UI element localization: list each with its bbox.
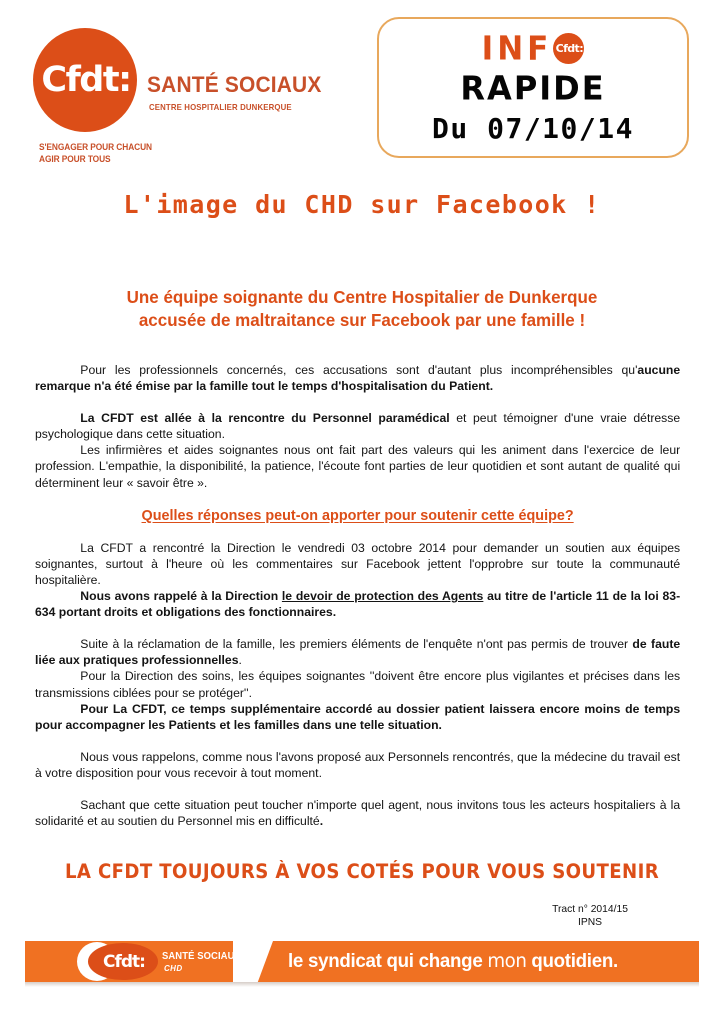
p2-text-b: et peut témoigner d'une vraie détresse psychologique dans cette situation. xyxy=(35,411,681,442)
tract-reference xyxy=(500,903,680,929)
p1-text-b: aucune remarque n'a été émise par la famille tout le temps d'hospitalisation du Patient. xyxy=(35,363,681,394)
cfdt-o-wordmark: Cfdt: xyxy=(555,42,584,55)
p10-text-b: . xyxy=(319,814,324,829)
tract-ipns: IPNS xyxy=(577,917,603,928)
paragraph-7: Pour la Direction des soins, les équipes soignantes ''doivent être encore plus vigilantes et précises dans les transmissions ciblées pour se protéger''. xyxy=(35,669,681,700)
paragraph-6 xyxy=(35,636,680,668)
tract-number: Tract n° 2014/15 xyxy=(552,904,628,915)
spacer xyxy=(35,491,680,508)
info-date-label: Du 07/10/14 xyxy=(432,112,634,145)
cfdt-wordmark: Cfdt: xyxy=(41,60,131,100)
footer-slogan xyxy=(288,950,618,973)
closing-slogan: LA CFDT TOUJOURS À VOS COTÉS POUR VOUS SOUTENIR xyxy=(64,860,660,883)
footer-chd-label: CHD xyxy=(164,964,183,973)
spacer xyxy=(35,781,680,797)
paragraph-10 xyxy=(35,797,680,829)
page-subtitle xyxy=(11,286,713,332)
info-rapide-label: RAPIDE xyxy=(460,68,606,108)
spacer xyxy=(35,733,680,749)
p8-text: Pour La CFDT, ce temps supplémentaire accordé au dossier patient laissera encore moins de temps pour accompagner les Patients et les familles dans une telle situation. xyxy=(35,701,681,732)
info-headline xyxy=(379,31,687,67)
logo-centre-hospitalier-label: CENTRE HOSPITALIER DUNKERQUE xyxy=(149,102,292,112)
info-rapide-box xyxy=(377,17,689,158)
paragraph-4: La CFDT a rencontré la Direction le vendredi 03 octobre 2014 pour demander un soutien aux équipes soignantes, surtout à l'heure où les commentaires sur Facebook jettent l'opprobre sur toute la communauté hospitalière. xyxy=(35,540,681,587)
paragraph-8 xyxy=(35,701,680,733)
section-heading: Quelles réponses peut-on apporter pour soutenir cette équipe? xyxy=(141,507,574,524)
spacer xyxy=(35,394,680,410)
tagline-line-1: S'ENGAGER POUR CHACUN xyxy=(39,142,153,153)
paragraph-9: Nous vous rappelons, comme nous l'avons proposé aux Personnels rencontrés, que la médecine du travail est à votre disposition pour vous recevoir à tout moment. xyxy=(35,749,681,780)
article-body xyxy=(35,362,680,829)
logo-sante-sociaux-label: SANTÉ SOCIAUX xyxy=(147,72,322,97)
p10-text-a: Sachant que cette situation peut toucher n'importe quel agent, nous invitons tous les acteurs hospitaliers à la solidarité et au soutien du Personnel mis en difficulté xyxy=(35,797,681,829)
footer-slogan-part-a: le syndicat qui change xyxy=(288,950,488,972)
paragraph-1 xyxy=(35,362,680,394)
page-title: L'image du CHD sur Facebook ! xyxy=(123,190,601,219)
cfdt-logo-header xyxy=(33,28,323,173)
p5-text-a: Nous avons rappelé à la Direction xyxy=(80,589,282,604)
p6-text-c: . xyxy=(238,653,242,668)
p6-text-a: Suite à la réclamation de la famille, les premiers éléments de l'enquête n'ont pas permis de trouver xyxy=(80,637,633,652)
tagline-line-2: AGIR POUR TOUS xyxy=(39,153,111,165)
spacer xyxy=(35,620,680,636)
paragraph-3: Les infirmières et aides soignantes nous ont fait part des valeurs qui les animent dans l'exercice de leur profession. L'empathie, la disponibilité, la patience, l'écoute font parties de leur quotidien et sont autant de qualité qui déterminent leur « savoir être ». xyxy=(35,443,681,490)
p2-text-a: La CFDT est allée à la rencontre du Personnel paramédical xyxy=(80,411,450,426)
footer-cfdt-wordmark: Cfdt: xyxy=(103,951,145,972)
p5-text-c: au titre de l'article 11 de la loi 83-634 portant droits et obligations des fonctionnaires. xyxy=(35,589,681,620)
paragraph-2 xyxy=(35,410,680,442)
footer-sante-sociaux-label: SANTÉ SOCIAUX xyxy=(162,950,241,962)
info-word-inf: INF xyxy=(481,29,553,69)
logo-tagline xyxy=(39,142,152,165)
subtitle-line-2: accusée de maltraitance sur Facebook par une famille ! xyxy=(138,310,586,330)
footer-slogan-part-b: quotidien. xyxy=(526,950,618,972)
footer-drop-shadow xyxy=(25,982,699,987)
p1-text-a: Pour les professionnels concernés, ces accusations sont d'autant plus incompréhensibles qu' xyxy=(80,363,638,377)
subtitle-line-1: Une équipe soignante du Centre Hospitalier de Dunkerque xyxy=(126,287,598,307)
footer-slogan-mon: mon xyxy=(487,950,527,972)
footer-banner xyxy=(25,941,699,982)
cfdt-circle-o-icon xyxy=(553,33,584,64)
paragraph-5 xyxy=(35,588,680,620)
spacer xyxy=(35,524,680,540)
p6-text-b: de faute liée aux pratiques professionnelles xyxy=(35,637,681,668)
p5-text-underlined: le devoir de protection des Agents xyxy=(281,589,484,604)
